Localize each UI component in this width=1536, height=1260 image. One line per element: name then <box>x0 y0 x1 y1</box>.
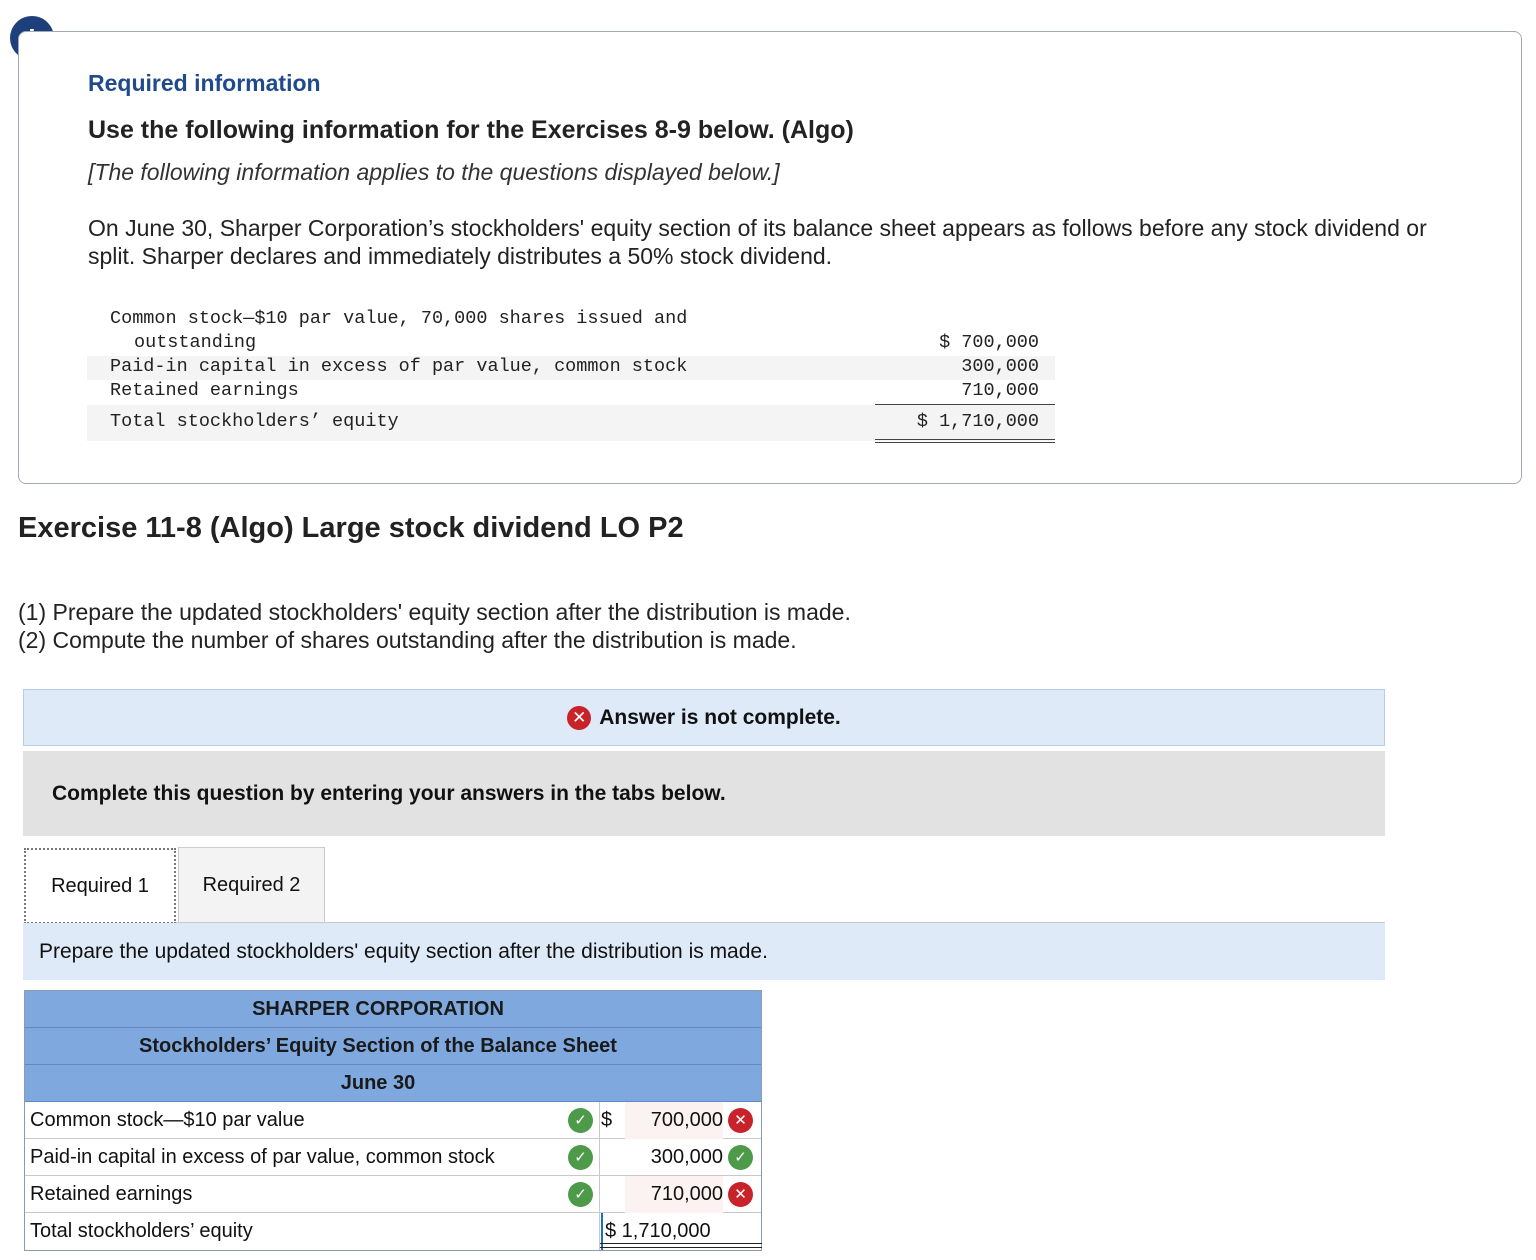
x-icon: ✕ <box>728 1182 753 1207</box>
table-row <box>87 332 1055 356</box>
answer-status-text: Answer is not complete. <box>599 705 841 729</box>
question-2: (2) Compute the number of shares outstanding after the distribution is made. <box>18 627 797 653</box>
exercise-info-subheading: Use the following information for the Exercises 8-9 below. (Algo) <box>88 116 854 144</box>
table-row <box>25 1102 761 1139</box>
double-underline <box>600 1243 762 1248</box>
x-icon: ✕ <box>567 706 591 730</box>
question-1: (1) Prepare the updated stockholders' equity section after the distribution is made. <box>18 599 851 625</box>
exercise-title: Exercise 11-8 (Algo) Large stock dividend LO P2 <box>18 512 684 544</box>
double-rule-top <box>875 439 1055 440</box>
check-icon: ✓ <box>568 1182 593 1207</box>
double-rule-bottom <box>875 442 1055 443</box>
check-icon: ✓ <box>568 1145 593 1170</box>
row-label: Paid-in capital in excess of par value, common stock <box>110 356 688 377</box>
complete-prompt: Complete this question by entering your answers in the tabs below. <box>23 751 1385 836</box>
total-value: $ 1,710,000 <box>601 1213 763 1250</box>
equity-worksheet <box>24 990 762 1251</box>
table-row <box>25 1139 761 1176</box>
statement-date: June 30 <box>25 1065 761 1102</box>
row-value: $ 700,000 <box>939 332 1039 353</box>
total-row <box>87 405 1055 441</box>
applies-note: [The following information applies to the questions displayed below.] <box>88 159 780 185</box>
table-row <box>25 1176 761 1213</box>
total-label: Total stockholders’ equity <box>25 1213 600 1250</box>
statement-title: Stockholders’ Equity Section of the Balance Sheet <box>25 1028 761 1065</box>
amount-input[interactable]: 700,000 <box>625 1102 723 1139</box>
check-icon: ✓ <box>568 1108 593 1133</box>
company-header: SHARPER CORPORATION <box>25 991 761 1028</box>
dollar-sign <box>601 1139 625 1176</box>
dollar-sign <box>601 1176 625 1213</box>
amount-input[interactable]: 300,000 <box>650 1146 723 1168</box>
account-label-input[interactable]: Common stock—$10 par value <box>25 1102 600 1139</box>
table-row <box>87 356 1055 380</box>
row-label-continued: outstanding <box>134 332 257 353</box>
total-label: Total stockholders’ equity <box>110 411 399 432</box>
check-icon: ✓ <box>728 1145 753 1170</box>
dollar-sign: $ <box>601 1109 613 1131</box>
exercise-questions <box>18 598 851 654</box>
table-row <box>87 308 1055 332</box>
intro-paragraph: On June 30, Sharper Corporation’s stockholders' equity section of its balance sheet appears as follows before any stock dividend or split. Sharper declares and immediately distributes a 50% stock dividend. <box>88 215 1427 269</box>
row-label: Retained earnings <box>110 380 299 401</box>
tab-required-2[interactable]: Required 2 <box>178 847 325 923</box>
table-row <box>87 380 1055 404</box>
row-label: Common stock—$10 par value, 70,000 shares issued and <box>110 308 688 329</box>
answer-status-banner <box>23 689 1385 746</box>
row-value: 710,000 <box>961 380 1039 401</box>
x-icon: ✕ <box>728 1108 753 1133</box>
tab-required-1[interactable]: Required 1 <box>24 848 176 924</box>
amount-input[interactable]: 710,000 <box>625 1176 723 1213</box>
required-information-heading: Required information <box>88 70 321 96</box>
row-value: 300,000 <box>961 356 1039 377</box>
total-value: $ 1,710,000 <box>916 411 1039 432</box>
account-label-input[interactable]: Paid-in capital in excess of par value, common stock <box>25 1139 600 1176</box>
account-label-input[interactable]: Retained earnings <box>25 1176 600 1213</box>
instruction-banner: Prepare the updated stockholders' equity section after the distribution is made. <box>23 923 1385 980</box>
